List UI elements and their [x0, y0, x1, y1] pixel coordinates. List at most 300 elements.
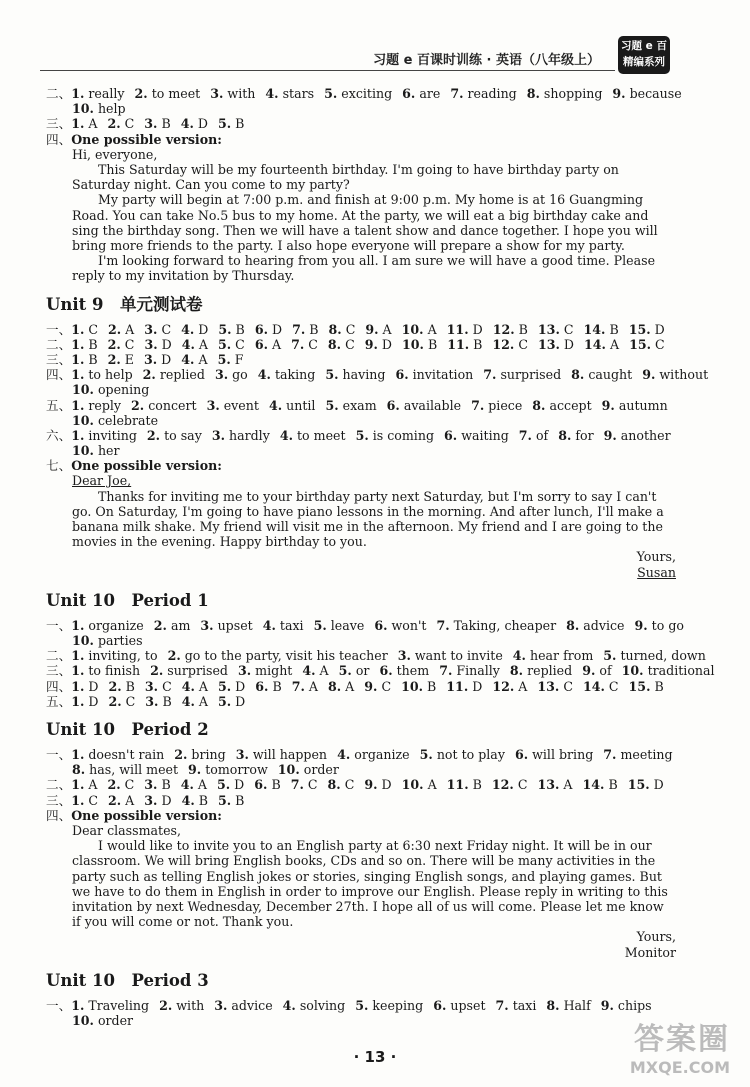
item-number: 8.	[558, 427, 572, 443]
item-number: 14.	[582, 678, 605, 694]
answer-line	[46, 663, 715, 679]
letter-signoff: Yours,	[636, 929, 676, 945]
answer-line	[46, 116, 676, 131]
badge-line-1: 习题 e 百	[621, 40, 667, 52]
item-answer: bring	[191, 746, 226, 762]
item-number: 1.	[71, 86, 85, 101]
item-answer: hear from	[529, 648, 594, 664]
item-answer: opening	[97, 382, 150, 398]
item-answer: exam	[342, 397, 377, 413]
answer-key-content	[46, 86, 715, 1028]
item-number: 9.	[364, 777, 378, 793]
item-answer: D	[234, 777, 245, 793]
item-number: 11.	[446, 321, 469, 337]
item-number: 12.	[492, 336, 515, 352]
item-answer: leave	[330, 617, 365, 633]
item-number: 2.	[107, 116, 121, 132]
item-answer: are	[419, 86, 441, 101]
item-number: 2.	[107, 336, 121, 352]
item-answer: C	[381, 678, 392, 694]
item-number: 6.	[254, 777, 268, 793]
item-number: 4.	[337, 746, 351, 762]
answer-line	[46, 648, 706, 664]
item-number: 10.	[621, 663, 644, 679]
section-label: 三、	[46, 351, 72, 367]
item-number: 12.	[491, 777, 514, 793]
item-number: 6.	[402, 86, 416, 101]
item-number: 10.	[72, 412, 94, 428]
letter-signoff	[46, 565, 676, 580]
item-answer: A	[345, 678, 355, 694]
item-answer: B	[518, 321, 528, 337]
section-label: 五、	[46, 693, 72, 709]
item-number: 15.	[629, 336, 651, 352]
item-answer: without	[659, 367, 709, 383]
item-answer: turned, down	[620, 648, 706, 664]
item-answer: replied	[159, 367, 205, 383]
item-answer: C	[161, 321, 172, 337]
item-answer: her	[97, 443, 120, 459]
item-number: 6.	[514, 746, 529, 762]
item-answer: B	[162, 693, 172, 709]
item-number: 1.	[71, 617, 85, 633]
item-number: 7.	[291, 678, 305, 694]
answer-line-continued	[46, 762, 676, 777]
item-number: 4.	[181, 792, 195, 808]
item-answer: C	[124, 336, 135, 352]
item-number: 14.	[583, 321, 606, 337]
item-number: 9.	[612, 86, 626, 101]
item-answer: C	[518, 336, 528, 352]
item-number: 2.	[146, 427, 161, 443]
item-number: 6.	[395, 367, 409, 383]
item-number: 9.	[600, 997, 614, 1013]
item-answer: Taking, cheaper	[453, 617, 557, 633]
item-answer: C	[345, 321, 356, 337]
item-number: 10.	[277, 762, 300, 778]
item-answer: reading	[467, 86, 517, 101]
item-answer: of	[535, 427, 549, 443]
item-number: 5.	[325, 367, 339, 383]
item-answer: until	[286, 397, 316, 413]
item-number: 4.	[181, 678, 195, 694]
unit-heading: Unit 10 Period 3	[46, 970, 209, 990]
answer-line	[46, 322, 676, 337]
answer-line	[46, 777, 676, 792]
answer-line	[46, 793, 676, 808]
item-number: 1.	[71, 693, 85, 709]
section-label: 二、	[46, 86, 72, 101]
letter-signoff: Yours,	[636, 549, 676, 565]
item-answer: replied	[527, 663, 573, 679]
writing-task-title	[46, 808, 676, 823]
item-answer: to say	[164, 427, 202, 443]
item-answer: D	[472, 678, 483, 694]
item-answer: A	[125, 792, 135, 808]
item-answer: A	[427, 777, 437, 793]
item-number: 8.	[546, 997, 560, 1013]
item-answer: B	[88, 336, 98, 352]
item-number: 4.	[257, 367, 271, 383]
letter-paragraph: I'm looking forward to hearing from you all. I am sure we will have a good time. Please reply to my invitation by Thursday.	[72, 253, 656, 284]
item-number: 3.	[144, 351, 158, 367]
watermark-line-1: 答案圈	[634, 1022, 730, 1057]
item-answer: C	[344, 777, 355, 793]
item-number: 5.	[313, 617, 327, 633]
item-answer: having	[342, 367, 386, 383]
item-answer: B	[198, 792, 208, 808]
item-number: 9.	[582, 663, 596, 679]
item-answer: D	[235, 678, 246, 694]
answer-line-continued	[46, 1013, 676, 1028]
item-answer: C	[125, 693, 136, 709]
answer-line	[46, 86, 682, 101]
item-number: 3.	[144, 116, 158, 132]
item-number: 7.	[439, 663, 453, 679]
answer-line-continued	[46, 382, 676, 397]
item-answer: A	[125, 321, 135, 337]
item-number: 2.	[108, 693, 122, 709]
item-number: 8.	[509, 663, 524, 679]
item-number: 1.	[71, 321, 85, 337]
item-number: 5.	[419, 746, 433, 762]
answer-line	[46, 337, 676, 352]
item-number: 3.	[214, 997, 228, 1013]
item-number: 6.	[386, 397, 400, 413]
item-answer: B	[235, 321, 245, 337]
item-number: 6.	[433, 997, 447, 1013]
item-answer: inviting, to	[88, 648, 158, 664]
item-number: 6.	[379, 663, 393, 679]
version-label: One possible version:	[71, 807, 222, 823]
item-number: 13.	[537, 678, 560, 694]
item-answer: concert	[148, 397, 197, 413]
item-number: 2.	[131, 397, 145, 413]
item-number: 14.	[582, 777, 605, 793]
item-number: 15.	[628, 321, 651, 337]
item-answer: D	[472, 321, 483, 337]
header-rule	[40, 70, 615, 71]
item-number: 5.	[218, 792, 232, 808]
item-number: 3.	[214, 367, 229, 383]
item-number: 10.	[72, 101, 94, 117]
section-label: 七、	[46, 458, 72, 474]
answer-line	[46, 694, 676, 709]
item-number: 8.	[72, 762, 86, 778]
item-answer: Traveling	[88, 997, 150, 1013]
item-answer: B	[235, 116, 245, 132]
item-answer: waiting	[461, 427, 509, 443]
page-number: · 13 ·	[353, 1048, 397, 1066]
item-answer: B	[309, 321, 319, 337]
letter-paragraph: I would like to invite you to an English party at 6:30 next Friday night. It will be in our classroom. We will bring English books, CDs and so on. There will be many activities in the party such as telling English jokes or stories, singing English songs, and playing games. But we have to do them in English in order to improve our English. Please reply in writing to this invitation by next Wednesday, December 27th. I hope all of us will come. Please let me know if you will come or not. Thank you.	[72, 838, 668, 930]
letter-paragraph: My party will begin at 7:00 p.m. and finish at 9:00 p.m. My home is at 16 Guangming Road. You can take No.5 bus to my home. At the party, we will eat a big birthday cake and sing the birthday song. Then we will have a talent show and dance together. I hope you will bring more friends to the party. I also hope everyone will prepare a show for my party.	[72, 192, 658, 253]
section-label: 一、	[46, 746, 72, 762]
letter-paragraph: This Saturday will be my fourteenth birthday. I'm going to have birthday party on Saturday night. Can you come to my party?	[72, 161, 619, 193]
item-answer: A	[198, 336, 208, 352]
item-number: 4.	[180, 116, 194, 132]
answer-line	[46, 747, 676, 762]
item-answer: surprised	[500, 367, 562, 383]
section-label: 六、	[46, 427, 72, 443]
item-number: 2.	[107, 777, 121, 793]
item-number: 12.	[492, 678, 515, 694]
item-answer: B	[427, 336, 438, 352]
item-number: 3.	[397, 648, 411, 664]
item-number: 2.	[108, 792, 122, 808]
item-answer: autumn	[618, 397, 668, 413]
signature-name: Susan	[637, 564, 676, 580]
item-answer: parties	[97, 633, 143, 649]
item-number: 4.	[181, 321, 195, 337]
writing-task-title	[46, 458, 676, 473]
item-answer: D	[161, 336, 172, 352]
item-answer: D	[161, 792, 172, 808]
item-answer: organize	[88, 617, 144, 633]
item-answer: C	[124, 777, 135, 793]
item-answer: advice	[583, 617, 625, 633]
item-answer: C	[608, 678, 619, 694]
item-answer: exciting	[341, 86, 393, 101]
salutation-text: Dear Joe,	[72, 473, 132, 489]
item-answer: C	[307, 777, 318, 793]
item-answer: A	[427, 321, 437, 337]
item-answer: advice	[231, 997, 273, 1013]
item-number: 3.	[210, 86, 224, 101]
item-answer: D	[197, 116, 208, 132]
item-answer: A	[271, 336, 282, 352]
item-number: 10.	[401, 321, 424, 337]
item-number: 6.	[254, 336, 268, 352]
answer-line-continued	[46, 101, 676, 116]
item-answer: B	[609, 321, 619, 337]
item-answer: might	[255, 663, 293, 679]
item-number: 2.	[134, 86, 148, 101]
item-answer: taking	[274, 367, 316, 383]
item-answer: C	[655, 336, 665, 352]
item-number: 3.	[235, 746, 249, 762]
item-number: 6.	[374, 617, 388, 633]
item-number: 1.	[71, 997, 85, 1013]
item-number: 8.	[327, 336, 342, 352]
item-answer: B	[271, 777, 281, 793]
item-answer: D	[653, 777, 664, 793]
item-number: 1.	[71, 648, 85, 664]
item-number: 2.	[150, 663, 164, 679]
item-number: 1.	[71, 367, 85, 383]
item-number: 7.	[603, 746, 617, 762]
item-answer: C	[563, 321, 574, 337]
section-label: 二、	[46, 777, 72, 793]
item-answer: C	[162, 678, 172, 694]
item-number: 9.	[634, 617, 648, 633]
item-answer: organize	[354, 746, 410, 762]
item-number: 13.	[537, 321, 560, 337]
item-number: 5.	[218, 336, 232, 352]
item-number: 8.	[571, 367, 585, 383]
item-number: 5.	[217, 351, 231, 367]
watermark-logo	[630, 1014, 730, 1077]
item-answer: with	[227, 86, 256, 101]
item-answer: B	[272, 678, 282, 694]
item-number: 1.	[71, 792, 85, 808]
item-answer: D	[88, 678, 99, 694]
item-number: 4.	[181, 693, 195, 709]
item-answer: accept	[549, 397, 592, 413]
section-label: 一、	[46, 617, 72, 633]
item-answer: A	[308, 678, 318, 694]
item-answer: C	[563, 678, 573, 694]
item-answer: to meet	[151, 86, 201, 101]
item-number: 9.	[603, 427, 617, 443]
item-number: 10.	[72, 382, 94, 398]
item-answer: D	[381, 777, 392, 793]
item-answer: A	[518, 678, 528, 694]
item-number: 10.	[401, 678, 424, 694]
item-answer: want to invite	[414, 648, 503, 664]
item-number: 2.	[159, 997, 173, 1013]
item-answer: to help	[88, 367, 133, 383]
item-answer: B	[125, 678, 135, 694]
item-answer: D	[198, 321, 209, 337]
item-answer: F	[234, 351, 244, 367]
item-number: 6.	[444, 427, 458, 443]
answer-line	[46, 352, 676, 367]
item-number: 14.	[584, 336, 606, 352]
answer-line-continued	[46, 413, 676, 428]
item-number: 2.	[107, 351, 121, 367]
item-answer: or	[355, 663, 370, 679]
item-number: 8.	[328, 321, 342, 337]
item-number: 10.	[401, 777, 424, 793]
item-answer: caught	[588, 367, 633, 383]
version-label: One possible version:	[71, 458, 222, 474]
item-answer: A	[609, 336, 620, 352]
unit-heading: Unit 10 Period 1	[46, 590, 209, 610]
item-number: 4.	[181, 351, 195, 367]
item-number: 4.	[279, 427, 293, 443]
item-number: 1.	[71, 397, 85, 413]
item-number: 8.	[327, 777, 341, 793]
section-label: 四、	[46, 131, 72, 147]
item-answer: B	[608, 777, 618, 793]
item-number: 5.	[218, 321, 232, 337]
item-answer: to meet	[297, 427, 346, 443]
item-number: 3.	[144, 792, 158, 808]
item-answer: C	[235, 336, 245, 352]
item-answer: traditional	[647, 663, 715, 679]
item-number: 10.	[72, 633, 94, 649]
item-number: 5.	[218, 116, 232, 132]
answer-line	[46, 398, 676, 413]
item-number: 7.	[518, 427, 532, 443]
item-answer: A	[382, 321, 392, 337]
item-answer: order	[97, 1012, 134, 1028]
item-number: 8.	[532, 397, 546, 413]
item-answer: go to the party, visit his teacher	[184, 648, 388, 664]
item-answer: B	[88, 351, 98, 367]
item-answer: A	[88, 777, 98, 793]
section-label: 四、	[46, 367, 72, 383]
item-answer: E	[124, 351, 134, 367]
item-number: 13.	[537, 777, 560, 793]
item-answer: inviting	[88, 427, 137, 443]
item-number: 2.	[174, 746, 188, 762]
item-answer: celebrate	[97, 412, 159, 428]
item-number: 8.	[328, 678, 342, 694]
letter-paragraph: Thanks for inviting me to your birthday party next Saturday, but I'm sorry to say I can't go. On Saturday, I'm going to have piano lessons in the morning. And after lunch, I'll make a banana milk shake. My friend will visit me in the afternoon. My friend and I are going to the movies in the evening. Happy birthday to you.	[72, 488, 664, 550]
section-label: 二、	[46, 336, 72, 352]
item-answer: C	[517, 777, 528, 793]
letter-salutation	[46, 473, 676, 488]
item-answer: Half	[563, 997, 591, 1013]
item-answer: will bring	[532, 746, 594, 762]
item-number: 1.	[71, 427, 85, 443]
item-number: 6.	[255, 678, 269, 694]
letter-body	[46, 838, 676, 929]
watermark-line-2: MXQE.COM	[629, 1058, 730, 1077]
section-label: 二、	[46, 648, 72, 664]
item-answer: shopping	[543, 86, 603, 101]
item-number: 5.	[338, 663, 352, 679]
item-number: 4.	[282, 997, 296, 1013]
item-answer: another	[620, 427, 671, 443]
item-answer: to finish	[88, 663, 141, 679]
item-number: 4.	[180, 777, 194, 793]
item-answer: Finally	[456, 663, 500, 679]
item-number: 5.	[218, 678, 232, 694]
item-answer: B	[654, 678, 664, 694]
item-number: 15.	[628, 678, 651, 694]
item-answer: D	[563, 336, 575, 352]
series-badge	[618, 36, 670, 74]
item-number: 1.	[71, 336, 85, 352]
item-number: 15.	[627, 777, 650, 793]
item-answer: available	[403, 397, 462, 413]
item-number: 7.	[290, 777, 304, 793]
item-answer: B	[473, 336, 483, 352]
item-number: 8.	[526, 86, 540, 101]
item-number: 2.	[167, 648, 181, 664]
item-number: 1.	[71, 746, 85, 762]
item-answer: C	[124, 116, 135, 132]
item-number: 5.	[355, 997, 369, 1013]
item-number: 1.	[71, 116, 85, 132]
item-answer: C	[308, 336, 318, 352]
section-label: 一、	[46, 321, 72, 337]
section-label: 四、	[46, 678, 72, 694]
section-label: 一、	[46, 997, 72, 1013]
item-answer: upset	[450, 997, 486, 1013]
version-label: One possible version:	[71, 131, 222, 147]
writing-task-title	[46, 132, 676, 147]
item-answer: event	[223, 397, 259, 413]
letter-body	[46, 162, 676, 284]
item-answer: not to play	[436, 746, 505, 762]
item-number: 3.	[200, 617, 214, 633]
item-number: 9.	[188, 762, 202, 778]
item-answer: chips	[617, 997, 652, 1013]
item-answer: is coming	[372, 427, 435, 443]
item-answer: upset	[217, 617, 253, 633]
item-number: 4.	[302, 663, 316, 679]
item-answer: B	[472, 777, 482, 793]
item-answer: hardly	[228, 427, 270, 443]
item-answer: tomorrow	[205, 762, 268, 778]
item-answer: C	[345, 336, 355, 352]
item-number: 3.	[237, 663, 252, 679]
item-number: 6.	[254, 321, 268, 337]
